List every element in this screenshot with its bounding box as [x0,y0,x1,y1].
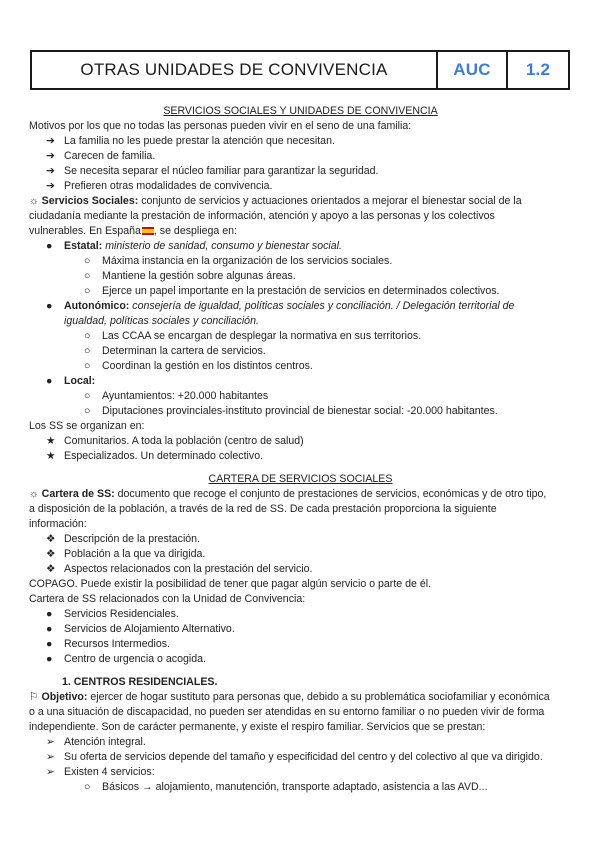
objective-paragraph: ⚐ Objetivo: ejercer de hogar sustituto para personas que, debido a su problemática sociofamiliar y económica [29,691,550,703]
circle-bullet-icon: ○ [84,285,91,297]
list-item: ● Servicios de Alojamiento Alternativo. [46,623,235,635]
arrowhead-icon: ➢ [46,766,55,778]
paragraph: Motivos por los que no todas las personas pueden vivir en el seno de una familia: [29,120,412,132]
sun-icon: ☼ [29,195,39,207]
definition-paragraph: ☼ Cartera de SS: documento que recoge el conjunto de prestaciones de servicios, económicas y de otro tipo, [29,488,547,500]
document-body [29,104,572,795]
paragraph: Cartera de SS relacionados con la Unidad de Convivencia: [29,593,306,605]
circle-bullet-icon: ○ [84,360,91,372]
sub-list-item: ○ Ejerce un papel importante en la prestación de servicios en determinados colectivos. [84,285,500,297]
circle-bullet-icon: ○ [84,345,91,357]
star-icon: ★ [46,435,56,447]
sub-list-item: ○ Básicos → alojamiento, manutención, transporte adaptado, asistencia a las AVD... [84,781,488,793]
bullet-icon: ● [46,300,53,312]
arrow-icon: ➔ [46,180,55,192]
list-item-continuation: igualdad, políticas sociales y conciliación. [64,315,259,327]
sub-list-item: ○ Determinan la cartera de servicios. [84,345,266,357]
diamond-bullet-icon: ❖ [46,548,56,560]
arrow-icon: ➔ [46,150,55,162]
bullet-icon: ● [46,638,53,650]
list-item: ➢ Atención integral. [46,736,146,748]
list-item: ★ Comunitarios. A toda la población (centro de salud) [46,435,304,447]
sub-list-item: ○ Coordinan la gestión en los distintos centros. [84,360,313,372]
paragraph-line: o a una situación de discapacidad, no pueden ser atendidas en su entorno familiar o no pueden vivir de forma [29,706,545,718]
list-item: ➢ Existen 4 servicios: [46,766,155,778]
sub-list-item: ○ Mantiene la gestión sobre algunas áreas. [84,270,296,282]
paragraph-line: información: [29,518,87,530]
section-heading-centros-residenciales: 1. CENTROS RESIDENCIALES. [62,676,218,688]
list-item: ★ Especializados. Un determinado colectivo. [46,450,264,462]
paragraph-line: ciudadanía mediante la prestación de información, atención y apoyo a las personas y los colectivos [29,210,495,222]
paragraph: COPAGO. Puede existir la posibilidad de tener que pagar algún servicio o parte de él. [29,578,432,590]
list-item: ➔ Prefieren otras modalidades de convivencia. [46,180,273,192]
section-title-cartera: CARTERA DE SERVICIOS SOCIALES [208,473,393,485]
bullet-icon: ● [46,608,53,620]
list-item: ❖ Población a la que va dirigida. [46,548,206,560]
flag-icon: ⚐ [29,691,39,703]
list-item: ➢ Su oferta de servicios depende del tamaño y especificidad del centro y del colectivo al que va dirigido. [46,751,543,763]
list-item-local: ● Local: [46,375,96,387]
circle-bullet-icon: ○ [84,390,91,402]
paragraph-line: vulnerables. En España , se despliega en: [29,225,237,237]
star-icon: ★ [46,450,56,462]
paragraph-line: independiente. Son de carácter permanente, y existe el respiro familiar. Servicios que se prestan: [29,721,486,733]
arrowhead-icon: ➢ [46,751,55,763]
list-item: ➔ Se necesita separar el núcleo familiar para garantizar la seguridad. [46,165,379,177]
list-item-estatal: ● Estatal: ministerio de sanidad, consumo y bienestar social. [46,240,342,252]
diamond-bullet-icon: ❖ [46,533,56,545]
sub-list-item: ○ Máxima instancia en la organización de los servicios sociales. [84,255,393,267]
bullet-icon: ● [46,653,53,665]
bullet-icon: ● [46,240,53,252]
circle-bullet-icon: ○ [84,270,91,282]
list-item: ➔ La familia no les puede prestar la atención que necesitan. [46,135,335,147]
sub-list-item: ○ Ayuntamientos: +20.000 habitantes [84,390,269,402]
sub-list-item: ○ Las CCAA se encargan de desplegar la normativa en sus territorios. [84,330,422,342]
sun-icon: ☼ [29,488,39,500]
unit-number: 1.2 [525,60,551,79]
paragraph: Los SS se organizan en: [29,420,145,432]
sub-list-item: ○ Diputaciones provinciales-instituto provincial de bienestar social: -20.000 habitantes. [84,405,498,417]
circle-bullet-icon: ○ [84,255,91,267]
arrowhead-icon: ➢ [46,736,55,748]
list-item: ❖ Aspectos relacionados con la prestación del servicio. [46,563,313,575]
list-item: ● Centro de urgencia o acogida. [46,653,206,665]
list-item: ❖ Descripción de la prestación. [46,533,201,545]
list-item: ● Servicios Residenciales. [46,608,179,620]
list-item: ● Recursos Intermedios. [46,638,170,650]
arrow-icon: ➔ [46,165,55,177]
document-title: OTRAS UNIDADES DE CONVIVENCIA [32,52,438,88]
circle-bullet-icon: ○ [84,330,91,342]
definition-paragraph: ☼ Servicios Sociales: conjunto de servicios y actuaciones orientados a mejorar el bienestar social de la [29,195,522,207]
diamond-bullet-icon: ❖ [46,563,56,575]
arrow-icon: ➔ [46,135,55,147]
circle-bullet-icon: ○ [84,781,91,793]
list-item-autonomico: ● Autonómico: consejería de igualdad, políticas sociales y conciliación. / Delegación territorial de [46,300,515,312]
spain-flag-icon [142,227,154,235]
list-item: ➔ Carecen de familia. [46,150,156,162]
bullet-icon: ● [46,375,53,387]
subject-code: AUC [438,52,508,88]
paragraph-line: a disposición de la población, a través de la red de SS. De cada prestación proporciona la siguiente [29,503,497,515]
header-table [30,50,570,90]
section-title-servicios-sociales: SERVICIOS SOCIALES Y UNIDADES DE CONVIVENCIA [163,105,438,117]
circle-bullet-icon: ○ [84,405,91,417]
bullet-icon: ● [46,623,53,635]
